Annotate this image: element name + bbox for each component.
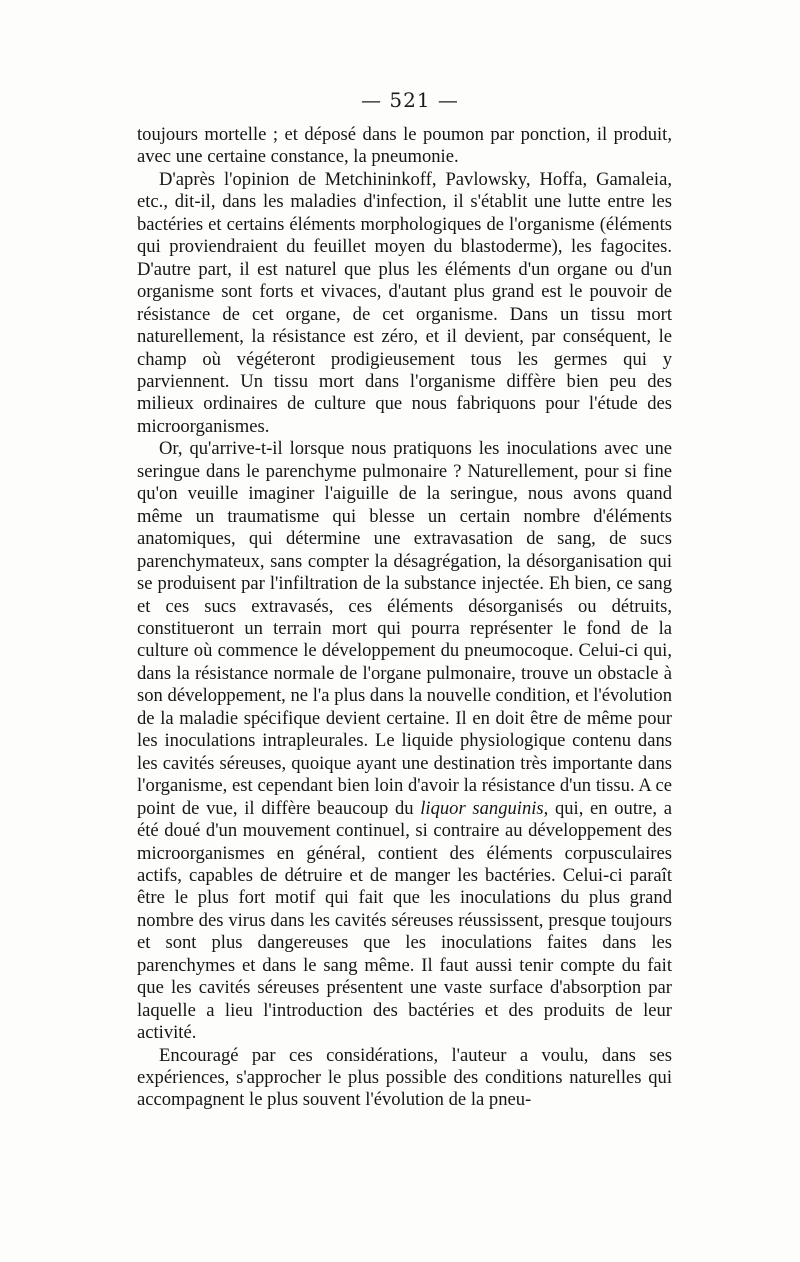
paragraph-3-italic-term: liquor sanguinis bbox=[420, 797, 544, 819]
page-number: — 521 — bbox=[361, 88, 459, 112]
paragraph-4 bbox=[137, 1045, 672, 1112]
paragraph-2 bbox=[137, 169, 672, 438]
paragraph-4-text: Encouragé par ces considérations, l'auteur a voulu, dans ses expériences, s'approcher le plus possible des conditions naturelles qui accompagnent le plus souvent l'évolution de la pneu- bbox=[137, 1044, 672, 1111]
paragraph-2-text: D'après l'opinion de Metchininkoff, Pavlowsky, Hoffa, Gamaleia, etc., dit-il, dans les maladies d'infection, il s'établit une lutte entre les bactéries et certains éléments morphologiques de l'organisme (éléments qui proviendraient du feuillet moyen du blastoderme), les fagocites. D'autre part, il est naturel que plus les éléments d'un organe ou d'un organisme sont forts et vivaces, d'autant plus grand est le pouvoir de résistance de cet organe, de cet organisme. Dans un tissu mort naturellement, la résistance est zéro, et il devient, par conséquent, le champ où végéteront prodigieusement tous les germes qui y parviennent. Un tissu mort dans l'organisme diffère bien peu des milieux ordinaires de culture que nous fabriquons pour l'étude des microorganismes. bbox=[137, 168, 672, 437]
paragraph-3 bbox=[137, 438, 672, 1044]
body-text bbox=[137, 124, 672, 1112]
paragraph-3-text-end: , qui, en outre, a été doué d'un mouvement continuel, si contraire au développement des microorganismes en général, contient des éléments corpusculaires actifs, capables de détruire et de manger les bactéries. Celui-ci paraît être le plus fort motif qui fait que les inoculations du plus grand nombre des virus dans les cavités séreuses réussissent, presque toujours et sont plus dangereuses que les inoculations faites dans les parenchymes et dans le sang même. Il faut aussi tenir compte du fait que les cavités séreuses présentent une vaste surface d'absorption par laquelle a lieu l'introduction des bactéries et des produits de leur activité. bbox=[137, 797, 672, 1044]
paragraph-1 bbox=[137, 124, 672, 169]
paragraph-3-text-start: Or, qu'arrive-t-il lorsque nous pratiquons les inoculations avec une seringue dans le parenchyme pulmonaire ? Naturellement, pour si fine qu'on veuille imaginer l'aiguille de la seringue, nous avons quand même un traumatisme qui blesse un certain nombre d'éléments anatomiques, qui détermine une extravasation de sang, de sucs parenchymateux, sans compter la désagrégation, la désorganisation qui se produisent par l'infiltration de la substance injectée. Eh bien, ce sang et ces sucs extravasés, ces éléments désorganisés ou détruits, constitueront un terrain mort qui pourra représenter le fond de la culture où commence le développement du pneumocoque. Celui-ci qui, dans la résistance normale de l'organe pulmonaire, trouve un obstacle à son développement, ne l'a plus dans la nouvelle condition, et l'évolution de la maladie spécifique devient certaine. Il en doit être de même pour les inoculations intrapleurales. Le liquide physiologique contenu dans les cavités séreuses, quoique ayant une destination très importante dans l'organisme, est cependant bien loin d'avoir la résistance d'un tissu. A ce point de vue, il diffère beaucoup du bbox=[137, 438, 672, 819]
paragraph-1-text: toujours mortelle ; et déposé dans le poumon par ponction, il produit, avec une certaine constance, la pneumonie. bbox=[137, 124, 672, 168]
